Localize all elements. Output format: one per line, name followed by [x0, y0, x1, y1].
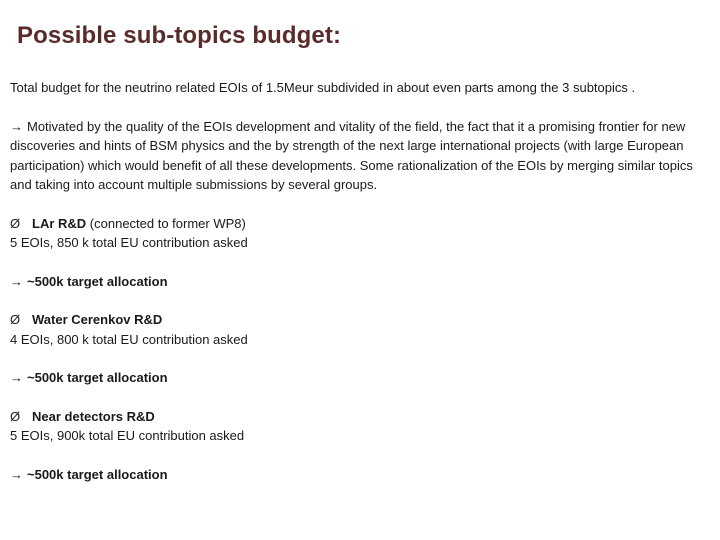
bullet-arrowhead-icon: Ø	[10, 312, 21, 327]
intro-paragraph: Total budget for the neutrino related EOIs of 1.5Meur subdivided in about even parts among the 3 subtopics .	[10, 80, 636, 95]
motivation-paragraph	[10, 117, 700, 195]
topic-heading	[10, 214, 700, 234]
topic-name: LAr R&D	[32, 215, 87, 231]
topic-detail: 4 EOIs, 800 k total EU contribution asked	[10, 331, 248, 347]
allocation-text: ~500k target allocation	[27, 273, 168, 289]
bullet-arrowhead-icon: Ø	[10, 215, 21, 231]
arrow-icon: →	[10, 118, 23, 134]
topic-detail: 5 EOIs, 850 k total EU contribution asked	[10, 235, 248, 250]
topic-detail: 5 EOIs, 900k total EU contribution asked	[10, 428, 245, 443]
topic-allocation	[10, 272, 700, 292]
topic-allocation	[10, 368, 700, 388]
allocation-text: ~500k target allocation	[27, 466, 168, 482]
topic-block-near-detectors	[10, 407, 700, 485]
arrow-icon: →	[10, 273, 23, 289]
arrow-icon: →	[10, 466, 23, 482]
allocation-text: ~500k target allocation	[27, 370, 168, 385]
topic-heading	[10, 407, 700, 427]
topic-block-water-cerenkov	[10, 310, 700, 388]
motivation-text: Motivated by the quality of the EOIs development and vitality of the field, the fact that it a promising frontier for new discoveries and hints of BSM physics and the by strength of the next large international projects (with large European participation) which would benefit of all these developments. Some rationalization of the EOIs by merging similar topics and taking into account multiple submissions by several groups.	[10, 118, 693, 192]
arrow-icon: →	[10, 370, 23, 385]
bullet-arrowhead-icon: Ø	[10, 408, 21, 424]
topic-note: (connected to former WP8)	[89, 215, 246, 231]
topic-name: Near detectors R&D	[32, 408, 155, 424]
slide-body	[10, 78, 700, 484]
topic-name: Water Cerenkov R&D	[32, 312, 163, 327]
topic-heading	[10, 310, 700, 330]
topic-block-lar	[10, 214, 700, 292]
slide-title: Possible sub-topics budget:	[17, 22, 342, 49]
topic-allocation	[10, 465, 700, 485]
